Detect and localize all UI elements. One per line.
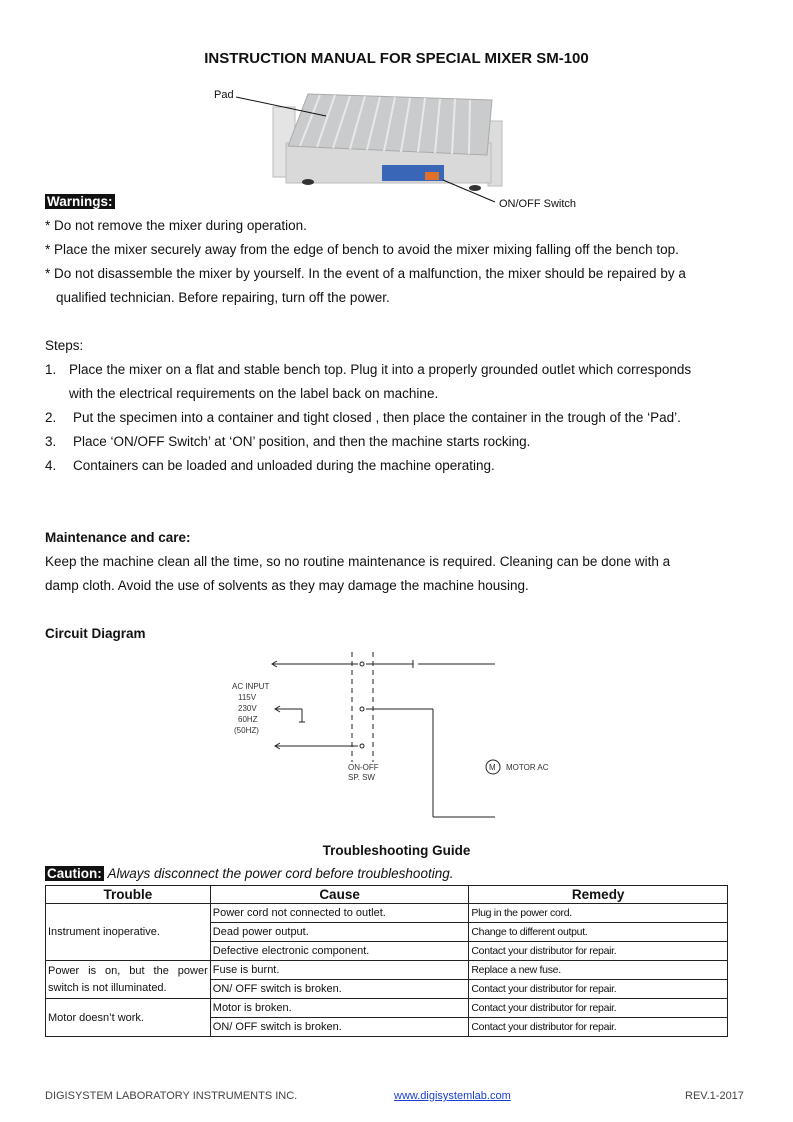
- cause-cell: Defective electronic component.: [210, 942, 469, 961]
- step-text: Place the mixer on a flat and stable bench top. Plug it into a properly grounded outlet which corresponds: [69, 362, 692, 377]
- troubleshooting-heading: Troubleshooting Guide: [322, 843, 471, 858]
- step-text: Put the specimen into a container and tight closed , then place the container in the trough of the ‘Pad’.: [73, 410, 681, 425]
- step-text: Place ‘ON/OFF Switch’ at ‘ON’ position, and then the machine starts rocking.: [73, 434, 531, 449]
- switch-label: ON/OFF Switch: [499, 198, 577, 210]
- trouble-cell: Power is on, but the power switch is not illuminated.: [46, 961, 211, 999]
- caution-text: Always disconnect the power cord before troubleshooting.: [107, 866, 454, 881]
- trouble-cell: Instrument inoperative.: [46, 904, 211, 961]
- motor-label: MOTOR AC: [506, 763, 549, 772]
- remedy-cell: Contact your distributor for repair.: [469, 942, 728, 961]
- remedy-cell: Contact your distributor for repair.: [469, 999, 728, 1018]
- warning-item: * Place the mixer securely away from the edge of bench to avoid the mixer mixing falling off the bench top.: [45, 242, 679, 257]
- header-cause: Cause: [210, 886, 469, 904]
- remedy-cell: Replace a new fuse.: [469, 961, 728, 980]
- cause-cell: Power cord not connected to outlet.: [210, 904, 469, 923]
- warning-item-continued: qualified technician. Before repairing, turn off the power.: [56, 290, 390, 305]
- ac-voltage-label: 115V: [238, 693, 257, 702]
- cause-cell: Dead power output.: [210, 923, 469, 942]
- warning-item: * Do not remove the mixer during operation.: [45, 218, 307, 233]
- warnings-heading: Warnings:: [47, 194, 113, 209]
- step-number: 1.: [45, 362, 57, 377]
- pad-label: Pad: [214, 89, 234, 101]
- motor-symbol: M: [489, 763, 496, 772]
- trouble-cell: Motor doesn’t work.: [46, 999, 211, 1037]
- footer-revision: REV.1-2017: [685, 1090, 744, 1102]
- remedy-cell: Change to different output.: [469, 923, 728, 942]
- switch-type-label: SP. SW: [348, 773, 375, 782]
- ac-frequency-label: 60HZ: [238, 715, 258, 724]
- ac-frequency-label: (50HZ): [234, 726, 259, 735]
- caution-label: Caution:: [47, 866, 102, 881]
- maintenance-text: damp cloth. Avoid the use of solvents as they may damage the machine housing.: [45, 578, 529, 593]
- remedy-cell: Plug in the power cord.: [469, 904, 728, 923]
- ac-voltage-label: 230V: [238, 704, 257, 713]
- circuit-diagram: [220, 640, 549, 830]
- remedy-cell: Contact your distributor for repair.: [469, 1018, 728, 1037]
- table-row: [46, 961, 728, 980]
- steps-heading: Steps:: [45, 338, 84, 353]
- maintenance-text: Keep the machine clean all the time, so no routine maintenance is required. Cleaning can be done with a: [45, 554, 671, 569]
- footer-website-link[interactable]: www.digisystemlab.com: [394, 1090, 511, 1102]
- table-row: [46, 904, 728, 923]
- step-number: 4.: [45, 458, 57, 473]
- maintenance-heading: Maintenance and care:: [45, 530, 191, 545]
- table-row: [46, 999, 728, 1018]
- step-number: 2.: [45, 410, 57, 425]
- cause-cell: Fuse is burnt.: [210, 961, 469, 980]
- cause-cell: Motor is broken.: [210, 999, 469, 1018]
- header-trouble: Trouble: [46, 886, 211, 904]
- cause-cell: ON/ OFF switch is broken.: [210, 980, 469, 999]
- footer-company: DIGISYSTEM LABORATORY INSTRUMENTS INC.: [45, 1090, 298, 1102]
- ac-input-label: AC INPUT: [232, 682, 270, 691]
- switch-label: ON-OFF: [348, 763, 379, 772]
- mixer-illustration: [200, 80, 590, 215]
- troubleshooting-table: [45, 885, 728, 1037]
- page-title: INSTRUCTION MANUAL FOR SPECIAL MIXER SM-100: [204, 50, 589, 67]
- step-text-continued: with the electrical requirements on the label back on machine.: [69, 386, 439, 401]
- table-header-row: [46, 886, 728, 904]
- circuit-heading: Circuit Diagram: [45, 626, 146, 641]
- step-number: 3.: [45, 434, 57, 449]
- header-remedy: Remedy: [469, 886, 728, 904]
- step-text: Containers can be loaded and unloaded during the machine operating.: [73, 458, 495, 473]
- warning-item: * Do not disassemble the mixer by yourself. In the event of a malfunction, the mixer should be repaired by a: [45, 266, 686, 281]
- cause-cell: ON/ OFF switch is broken.: [210, 1018, 469, 1037]
- remedy-cell: Contact your distributor for repair.: [469, 980, 728, 999]
